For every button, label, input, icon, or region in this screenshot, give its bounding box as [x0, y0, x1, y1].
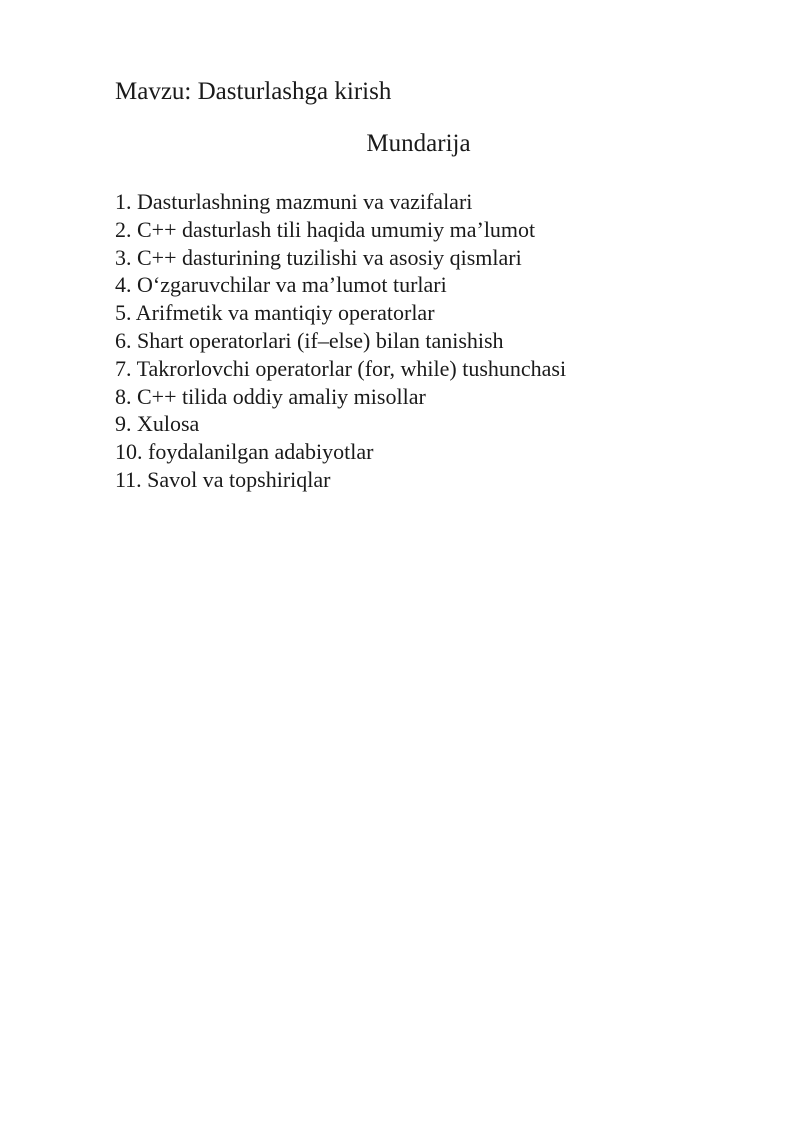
table-of-contents-list — [115, 188, 566, 494]
toc-item: 6. Shart operatorlari (if–else) bilan tanishish — [115, 327, 504, 353]
topic-title: Mavzu: Dasturlashga kirish — [115, 78, 392, 105]
toc-item: 5. Arifmetik va mantiqiy operatorlar — [115, 300, 435, 326]
toc-item: 4. O‘zgaruvchilar va ma’lumot turlari — [115, 272, 447, 298]
table-of-contents-heading: Mundarija — [366, 130, 471, 157]
toc-item: 1. Dasturlashning mazmuni va vazifalari — [115, 189, 473, 214]
toc-item: 3. C++ dasturining tuzilishi va asosiy qismlari — [115, 244, 522, 270]
toc-item: 10. foydalanilgan adabiyotlar — [115, 439, 374, 465]
toc-item: 2. C++ dasturlash tili haqida umumiy ma’lumot — [115, 216, 536, 242]
toc-item: 7. Takrorlovchi operatorlar (for, while) tushunchasi — [115, 355, 567, 381]
toc-item: 9. Xulosa — [115, 411, 200, 437]
toc-item: 11. Savol va topshiriqlar — [115, 466, 331, 492]
toc-item: 8. C++ tilida oddiy amaliy misollar — [115, 383, 426, 409]
